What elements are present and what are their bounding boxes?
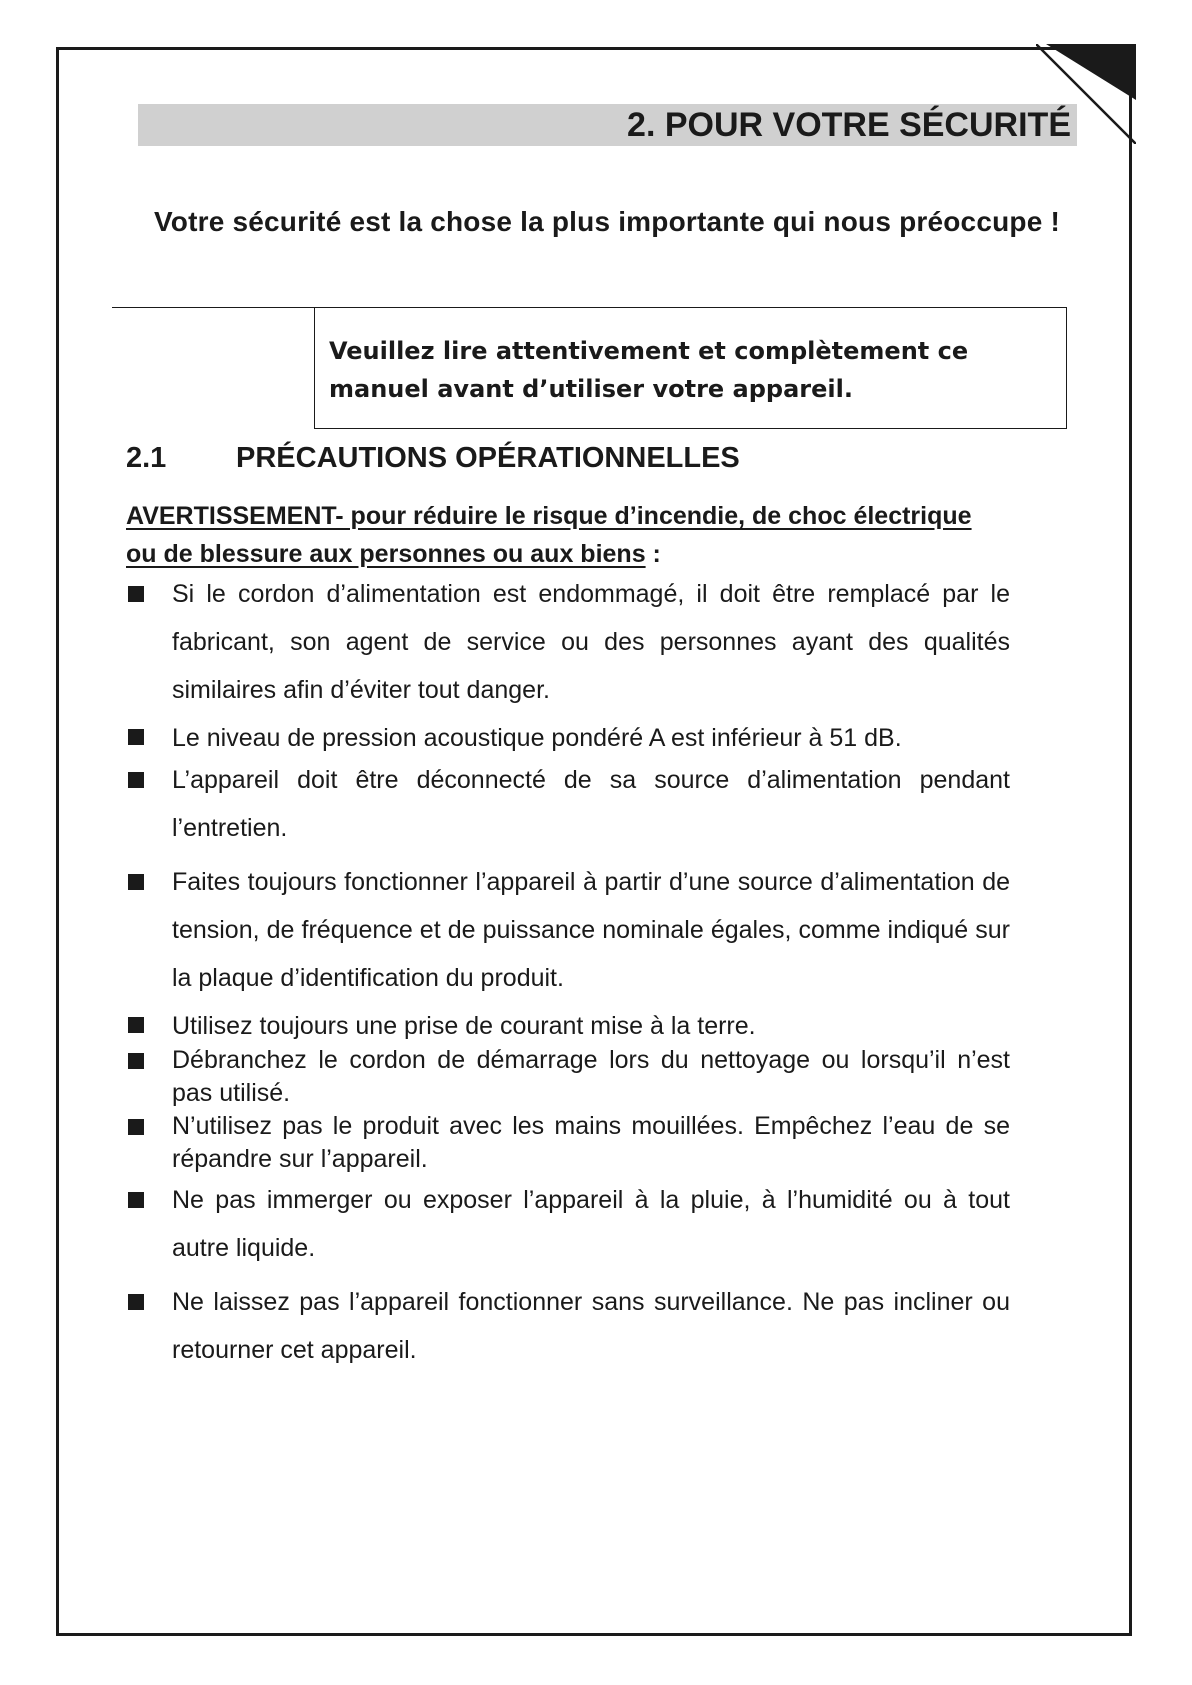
bullet-square-icon bbox=[128, 874, 144, 890]
list-item-text: Ne pas immerger ou exposer l’appareil à la pluie, à l’humidité ou à tout autre liquide. bbox=[172, 1186, 1010, 1262]
divider-line bbox=[112, 307, 316, 308]
precautions-list bbox=[126, 570, 1010, 1380]
list-item bbox=[126, 570, 1010, 714]
bullet-square-icon bbox=[128, 586, 144, 602]
bullet-square-icon bbox=[128, 1294, 144, 1310]
section-number: 2.1 bbox=[126, 442, 167, 474]
list-item-text: Utilisez toujours une prise de courant mise à la terre. bbox=[172, 1012, 756, 1040]
list-item-text: L’appareil doit être déconnecté de sa source d’alimentation pendant l’entretien. bbox=[172, 766, 1010, 842]
bullet-square-icon bbox=[128, 1017, 144, 1033]
list-item-text: Faites toujours fonctionner l’appareil à partir d’une source d’alimentation de tension, de fréquence et de puissance nominale égales, comme indiqué sur la plaque d’identification du produit. bbox=[172, 868, 1010, 992]
bullet-square-icon bbox=[128, 1053, 144, 1069]
list-item bbox=[126, 1008, 1010, 1044]
warning-text: AVERTISSEMENT- pour réduire le risque d’incendie, de choc électrique ou de blessure aux personnes ou aux biens bbox=[126, 502, 972, 568]
warning-suffix: : bbox=[645, 540, 661, 568]
list-item bbox=[126, 1110, 1010, 1176]
notice-box bbox=[314, 307, 1067, 429]
section-title: PRÉCAUTIONS OPÉRATIONNELLES bbox=[236, 442, 740, 474]
list-item bbox=[126, 1278, 1010, 1374]
bullet-square-icon bbox=[128, 1119, 144, 1135]
list-item-text: Si le cordon d’alimentation est endommagé, il doit être remplacé par le fabricant, son agent de service ou des personnes ayant des qualités similaires afin d’éviter tout danger. bbox=[172, 580, 1010, 704]
list-item-text: Le niveau de pression acoustique pondéré A est inférieur à 51 dB. bbox=[172, 724, 902, 752]
header-bar bbox=[138, 104, 1077, 146]
list-item bbox=[126, 1044, 1010, 1110]
list-item-text: Débranchez le cordon de démarrage lors du nettoyage ou lorsqu’il n’est pas utilisé. bbox=[172, 1046, 1010, 1107]
list-item bbox=[126, 720, 1010, 756]
section-heading bbox=[126, 442, 740, 475]
list-item bbox=[126, 1176, 1010, 1272]
list-item-text: Ne laissez pas l’appareil fonctionner sans surveillance. Ne pas incliner ou retourner cet appareil. bbox=[172, 1288, 1010, 1364]
list-item-text: N’utilisez pas le produit avec les mains mouillées. Empêchez l’eau de se répandre sur l’appareil. bbox=[172, 1112, 1010, 1173]
bullet-square-icon bbox=[128, 1192, 144, 1208]
notice-text: Veuillez lire attentivement et complètement ce manuel avant d’utiliser votre appareil. bbox=[329, 337, 969, 403]
intro-statement: Votre sécurité est la chose la plus importante qui nous préoccupe ! bbox=[154, 206, 1060, 237]
list-item bbox=[126, 756, 1010, 852]
bullet-square-icon bbox=[128, 772, 144, 788]
page-title: 2. POUR VOTRE SÉCURITÉ bbox=[627, 106, 1071, 144]
list-item bbox=[126, 858, 1010, 1002]
bullet-square-icon bbox=[128, 729, 144, 745]
warning-paragraph bbox=[126, 497, 976, 573]
